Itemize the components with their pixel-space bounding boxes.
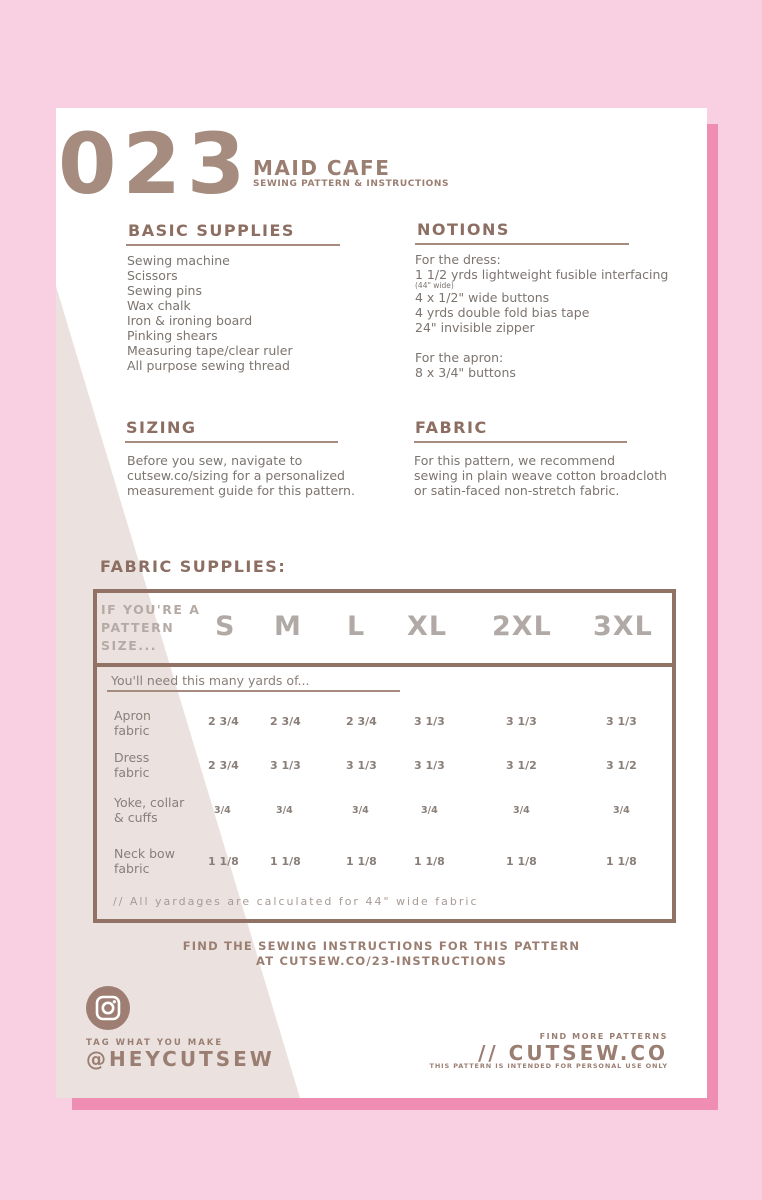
table-cell: 3 1/2 <box>506 759 537 772</box>
table-cell: 3/4 <box>421 805 438 816</box>
notions-apron-label: For the apron: <box>415 350 504 365</box>
social-handle[interactable]: @HEYCUTSEW <box>86 1047 275 1071</box>
table-cell: 3/4 <box>613 805 630 816</box>
list-item: All purpose sewing thread <box>127 358 290 373</box>
table-cell: 2 3/4 <box>208 759 239 772</box>
pattern-subtitle: SEWING PATTERN & INSTRUCTIONS <box>253 179 450 189</box>
instructions-link[interactable]: AT CUTSEW.CO/23-INSTRUCTIONS <box>256 954 507 968</box>
size-s: S <box>215 611 236 642</box>
table-cell: 1 1/8 <box>270 855 301 868</box>
table-cell: 3/4 <box>513 805 530 816</box>
list-item: Pinking shears <box>127 328 218 343</box>
table-cell: 3 1/3 <box>270 759 301 772</box>
yardage-footnote: // All yardages are calculated for 44" wide fabric <box>113 895 479 908</box>
basic-supplies-list <box>127 253 293 373</box>
list-item-note: (44" wide) <box>415 281 454 290</box>
fabric-heading: FABRIC <box>415 418 488 437</box>
table-cell: 2 3/4 <box>270 715 301 728</box>
tag-label: TAG WHAT YOU MAKE <box>86 1038 224 1048</box>
table-cell: 1 1/8 <box>346 855 377 868</box>
size-label: IF YOU'RE A PATTERN SIZE... <box>101 602 201 653</box>
size-xl: XL <box>407 611 448 642</box>
list-item: 4 yrds double fold bias tape <box>415 305 590 320</box>
table-cell: 3 1/3 <box>414 759 445 772</box>
fabric-text: For this pattern, we recommend sewing in plain weave cotton broadcloth or satin-faced non-stretch fabric. <box>414 453 667 498</box>
table-cell: 3 1/3 <box>506 715 537 728</box>
notions-list <box>415 252 668 380</box>
table-divider <box>97 663 672 667</box>
table-cell: 1 1/8 <box>208 855 239 868</box>
row-label-neck-bow: Neck bow fabric <box>114 846 175 876</box>
list-item: 24" invisible zipper <box>415 320 535 335</box>
need-rule <box>107 690 400 692</box>
fabric-supplies-heading: FABRIC SUPPLIES: <box>100 557 287 576</box>
table-cell: 1 1/8 <box>414 855 445 868</box>
notions-dress-label: For the dress: <box>415 252 501 267</box>
brand-link[interactable]: // CUTSEW.CO <box>478 1041 668 1065</box>
instructions-line1: FIND THE SEWING INSTRUCTIONS FOR THIS PATTERN <box>182 939 581 953</box>
yardage-table <box>93 589 676 923</box>
row-label-dress: Dress fabric <box>114 750 150 780</box>
row-label-yoke: Yoke, collar & cuffs <box>114 795 185 825</box>
list-item: Scissors <box>127 268 178 283</box>
need-label: You'll need this many yards of... <box>111 673 310 688</box>
list-item: Sewing pins <box>127 283 202 298</box>
pattern-title: MAID CAFE <box>253 156 391 180</box>
table-cell: 1 1/8 <box>606 855 637 868</box>
size-m: M <box>274 611 302 642</box>
pattern-card <box>56 108 707 1098</box>
table-cell: 2 3/4 <box>346 715 377 728</box>
list-item: Sewing machine <box>127 253 230 268</box>
pattern-number: 023 <box>58 115 252 213</box>
table-cell: 3 1/3 <box>346 759 377 772</box>
notions-heading: NOTIONS <box>417 220 510 239</box>
list-item: 8 x 3/4" buttons <box>415 365 516 380</box>
list-item: 4 x 1/2" wide buttons <box>415 290 550 305</box>
table-cell: 3 1/3 <box>606 715 637 728</box>
fabric-rule <box>414 441 627 443</box>
basic-supplies-rule <box>126 244 340 246</box>
table-cell: 3 1/2 <box>606 759 637 772</box>
basic-supplies-heading: BASIC SUPPLIES <box>128 221 295 240</box>
table-cell: 3/4 <box>352 805 369 816</box>
table-cell: 3/4 <box>276 805 293 816</box>
row-label-apron: Apron fabric <box>114 708 151 738</box>
table-cell: 2 3/4 <box>208 715 239 728</box>
sizing-text: Before you sew, navigate to cutsew.co/sizing for a personalized measurement guide for this pattern. <box>127 453 355 498</box>
instagram-icon[interactable] <box>86 986 130 1030</box>
table-cell: 3 1/3 <box>414 715 445 728</box>
table-cell: 3/4 <box>214 805 231 816</box>
list-item: Measuring tape/clear ruler <box>127 343 293 358</box>
find-more-label: FIND MORE PATTERNS <box>539 1032 668 1041</box>
sizing-heading: SIZING <box>126 418 197 437</box>
list-item: Iron & ironing board <box>127 313 253 328</box>
list-item: 1 1/2 yrds lightweight fusible interfacing <box>415 267 669 282</box>
sizing-rule <box>125 441 338 443</box>
size-l: L <box>347 611 366 642</box>
size-2xl: 2XL <box>492 611 552 642</box>
list-item: Wax chalk <box>127 298 191 313</box>
legal-notice: THIS PATTERN IS INTENDED FOR PERSONAL USE ONLY <box>429 1062 668 1070</box>
size-3xl: 3XL <box>593 611 653 642</box>
notions-rule <box>415 243 629 245</box>
table-cell: 1 1/8 <box>506 855 537 868</box>
